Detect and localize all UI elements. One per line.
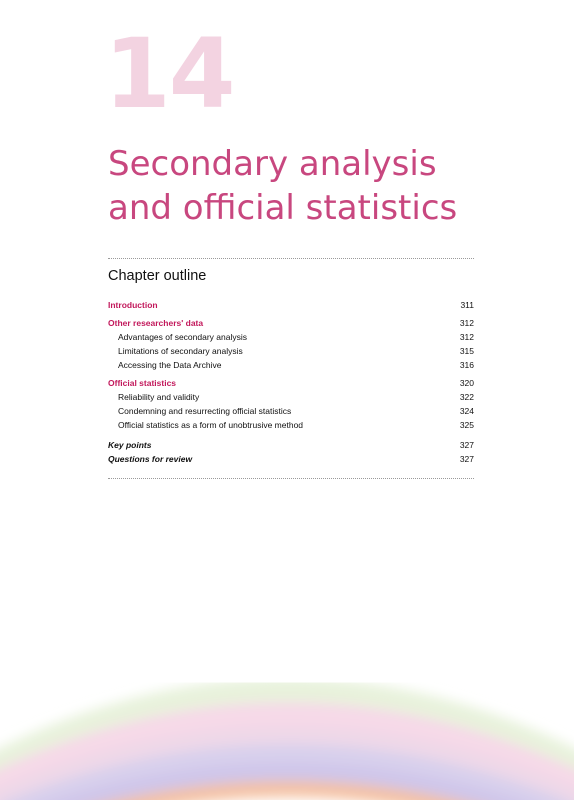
toc-entry-page: 312 bbox=[459, 332, 474, 342]
toc-entry-data-archive[interactable] bbox=[108, 358, 474, 372]
toc-entry-other-researchers-data[interactable] bbox=[108, 316, 474, 330]
toc-entry-label: Advantages of secondary analysis bbox=[118, 332, 247, 342]
toc-entry-label: Official statistics as a form of unobtrusive method bbox=[118, 420, 304, 430]
decorative-rainbow-arcs bbox=[0, 600, 574, 800]
bottom-divider bbox=[108, 478, 474, 479]
toc-entry-page: 316 bbox=[459, 360, 474, 370]
toc-entry-reliability[interactable] bbox=[108, 390, 474, 404]
toc-entry-limitations[interactable] bbox=[108, 344, 474, 358]
toc-entry-page: 325 bbox=[459, 420, 474, 430]
toc-entry-label: Condemning and resurrecting official statistics bbox=[118, 406, 292, 416]
toc-entry-page: 327 bbox=[459, 440, 474, 450]
chapter-number: 14 bbox=[104, 18, 234, 130]
toc-entry-condemning[interactable] bbox=[108, 404, 474, 418]
toc-entry-questions-for-review[interactable] bbox=[108, 452, 474, 466]
toc-entry-page: 322 bbox=[459, 392, 474, 402]
toc-entry-label: Introduction bbox=[108, 300, 158, 310]
toc-entry-key-points[interactable] bbox=[108, 438, 474, 452]
toc-entry-label: Official statistics bbox=[108, 378, 177, 388]
toc-entry-page: 324 bbox=[459, 406, 474, 416]
toc-entry-introduction[interactable] bbox=[108, 298, 474, 312]
toc-entry-page: 315 bbox=[459, 346, 474, 356]
toc-entry-label: Reliability and validity bbox=[118, 392, 200, 402]
outline-heading: Chapter outline bbox=[108, 268, 207, 284]
toc-entry-official-statistics[interactable] bbox=[108, 376, 474, 390]
table-of-contents bbox=[108, 298, 474, 466]
top-divider bbox=[108, 258, 474, 259]
toc-entry-label: Other researchers' data bbox=[108, 318, 204, 328]
toc-entry-label: Questions for review bbox=[108, 454, 193, 464]
toc-entry-page: 311 bbox=[460, 300, 474, 310]
toc-entry-page: 327 bbox=[459, 454, 474, 464]
toc-entry-label: Key points bbox=[108, 440, 152, 450]
toc-entry-advantages[interactable] bbox=[108, 330, 474, 344]
toc-entry-page: 312 bbox=[459, 318, 474, 328]
chapter-title bbox=[108, 142, 508, 230]
toc-entry-label: Accessing the Data Archive bbox=[118, 360, 222, 370]
chapter-title-line-2: and official statistics bbox=[108, 188, 458, 228]
toc-entry-label: Limitations of secondary analysis bbox=[118, 346, 243, 356]
chapter-title-line-1: Secondary analysis bbox=[108, 144, 437, 184]
toc-entry-unobtrusive[interactable] bbox=[108, 418, 474, 432]
toc-entry-page: 320 bbox=[459, 378, 474, 388]
